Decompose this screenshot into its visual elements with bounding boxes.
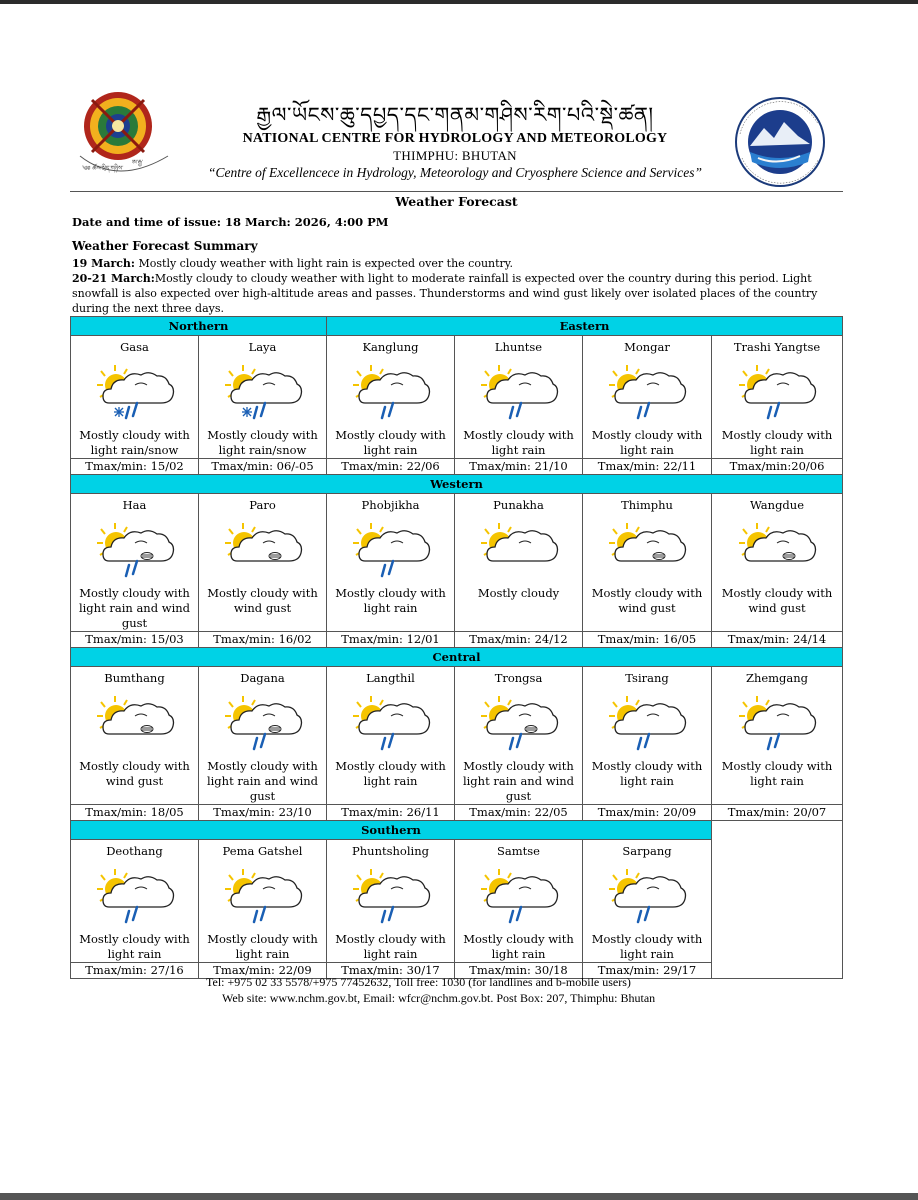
region-header-row <box>71 821 843 840</box>
cloud-rain-wind-icon <box>71 521 198 579</box>
weather-condition: Mostly cloudy with light rain <box>335 428 446 457</box>
temperature-cell: Tmax/min: 20/09 <box>583 805 712 821</box>
district-name: Trashi Yangtse <box>733 340 821 354</box>
district-name: Punakha <box>493 498 544 512</box>
temperature-cell: Tmax/min: 06/-05 <box>199 459 327 475</box>
district-cell <box>712 336 843 459</box>
district-name: Phuntsholing <box>352 844 429 858</box>
temperature-cell: Tmax/min: 21/10 <box>455 459 583 475</box>
weather-condition: Mostly cloudy with light rain <box>591 759 703 788</box>
weather-condition: Mostly cloudy with light rain and wind gust <box>206 759 319 803</box>
district-cell <box>327 840 455 963</box>
temperature-row <box>71 805 843 821</box>
footer <box>120 974 800 1006</box>
district-name: Haa <box>122 498 147 512</box>
temperature-cell: Tmax/min: 23/10 <box>199 805 327 821</box>
district-name: Trongsa <box>494 671 543 685</box>
district-cell <box>455 494 583 632</box>
top-border <box>0 0 918 4</box>
summary-line <box>72 271 842 316</box>
district-cell <box>455 336 583 459</box>
cloud-rain-icon <box>583 694 711 752</box>
weather-condition: Mostly cloudy with light rain/snow <box>79 428 190 457</box>
dzongkha-title: རྒྱལ་ཡོངས་ཆུ་དཔྱད་དང་གནམ་གཤིས་རིག་པའི་སྡེ་ཚན། <box>256 103 654 127</box>
district-name: Phobjikha <box>361 498 420 512</box>
summary-label: 20-21 March: <box>72 272 155 285</box>
district-name: Kanglung <box>362 340 419 354</box>
region-header-row <box>71 317 843 336</box>
temperature-cell: Tmax/min: 15/03 <box>71 632 199 648</box>
cloud-wind-icon <box>199 521 326 579</box>
summary-line <box>72 256 842 271</box>
district-cell <box>327 667 455 805</box>
temperature-cell: Tmax/min:20/06 <box>712 459 843 475</box>
temperature-cell: Tmax/min: 27/16 <box>71 963 199 979</box>
cloud-rain-icon <box>712 363 842 421</box>
svg-text:༄༅ ཆོས་སྲིད་གཉིས་: ༄༅ ཆོས་སྲིད་གཉིས་ <box>82 165 124 172</box>
cloud-rain-icon <box>327 694 454 752</box>
district-cell <box>71 336 199 459</box>
district-row <box>71 336 843 459</box>
district-name: Mongar <box>624 340 670 354</box>
cloud-rain-icon <box>712 694 842 752</box>
temperature-cell: Tmax/min: 29/17 <box>583 963 712 979</box>
district-cell <box>712 494 843 632</box>
temperature-cell: Tmax/min: 30/18 <box>455 963 583 979</box>
region-central: Central <box>71 648 843 667</box>
district-row <box>71 494 843 632</box>
region-header-row <box>71 475 843 494</box>
organization-motto: “Centre of Excellencece in Hydrology, Meteorology and Cryosphere Science and Services” <box>208 165 702 180</box>
cloud-rain-icon <box>199 867 326 925</box>
svg-text:ཨ་རྒྱ་: ཨ་རྒྱ་ <box>132 159 144 166</box>
district-name: Langthil <box>366 671 415 685</box>
temperature-cell: Tmax/min: 22/11 <box>583 459 712 475</box>
district-cell <box>583 840 712 963</box>
forecast-summary <box>72 256 842 316</box>
empty-cell <box>712 821 843 979</box>
cloud-wind-icon <box>583 521 711 579</box>
district-name: Zhemgang <box>745 671 809 685</box>
region-northern: Northern <box>71 317 327 336</box>
weather-condition: Mostly cloudy with light rain <box>463 428 574 457</box>
cloud-wind-icon <box>712 521 842 579</box>
weather-condition: Mostly cloudy with light rain <box>335 932 446 961</box>
district-cell <box>199 667 327 805</box>
district-cell <box>455 667 583 805</box>
temperature-cell: Tmax/min: 16/02 <box>199 632 327 648</box>
district-row <box>71 667 843 805</box>
district-cell <box>455 840 583 963</box>
temperature-cell: Tmax/min: 22/05 <box>455 805 583 821</box>
district-cell <box>71 494 199 632</box>
weather-condition: Mostly cloudy with light rain <box>591 428 703 457</box>
cloud-rain-icon <box>327 363 454 421</box>
district-cell <box>199 336 327 459</box>
district-cell <box>583 667 712 805</box>
bottom-border <box>0 1193 918 1200</box>
weather-condition: Mostly cloudy with light rain <box>79 932 190 961</box>
issue-datetime: Date and time of issue: 18 March: 2026, 4:00 PM <box>72 215 389 229</box>
footer-contact: Tel: +975 02 33 5578/+975 77452632, Toll free: 1030 (for landlines and b-mobile users) <box>206 975 631 989</box>
bhutan-emblem-logo <box>72 86 184 190</box>
weather-condition: Mostly cloudy with light rain <box>721 428 833 457</box>
cloud-rain-icon <box>583 867 711 925</box>
district-cell <box>199 840 327 963</box>
region-eastern: Eastern <box>327 317 843 336</box>
district-name: Gasa <box>120 340 149 354</box>
cloud-rain-icon <box>583 363 711 421</box>
cloud-rain-icon <box>455 363 582 421</box>
weather-condition: Mostly cloudy with wind gust <box>79 759 190 788</box>
temperature-row <box>71 632 843 648</box>
document-title: Weather Forecast <box>395 194 518 209</box>
weather-condition: Mostly cloudy with light rain <box>721 759 833 788</box>
weather-condition: Mostly cloudy with light rain and wind gust <box>78 586 191 630</box>
weather-condition: Mostly cloudy with light rain <box>207 932 318 961</box>
cloud-rain-icon <box>327 521 454 579</box>
weather-condition: Mostly cloudy with light rain/snow <box>207 428 318 457</box>
temperature-cell: Tmax/min: 12/01 <box>327 632 455 648</box>
district-name: Samtse <box>497 844 540 858</box>
cloud-snow-icon <box>71 363 198 421</box>
district-name: Wangdue <box>749 498 805 512</box>
cloud-rain-wind-icon <box>199 694 326 752</box>
district-name: Bumthang <box>104 671 165 685</box>
district-name: Thimphu <box>621 498 673 512</box>
weather-condition: Mostly cloudy with wind gust <box>207 586 318 615</box>
district-name: Sarpang <box>622 844 672 858</box>
cloud-wind-icon <box>71 694 198 752</box>
summary-title: Weather Forecast Summary <box>72 239 258 253</box>
temperature-cell: Tmax/min: 24/12 <box>455 632 583 648</box>
cloud-icon <box>455 521 582 579</box>
temperature-cell: Tmax/min: 20/07 <box>712 805 843 821</box>
weather-condition: Mostly cloudy with light rain <box>591 932 703 961</box>
district-name: Paro <box>249 498 276 512</box>
district-cell <box>583 336 712 459</box>
cloud-snow-icon <box>199 363 326 421</box>
summary-label: 19 March: <box>72 257 135 270</box>
temperature-cell: Tmax/min: 18/05 <box>71 805 199 821</box>
district-name: Tsirang <box>625 671 669 685</box>
cloud-rain-wind-icon <box>455 694 582 752</box>
weather-condition: Mostly cloudy <box>477 586 560 600</box>
temperature-cell: Tmax/min: 16/05 <box>583 632 712 648</box>
cloud-rain-icon <box>327 867 454 925</box>
temperature-row <box>71 459 843 475</box>
organization-title: NATIONAL CENTRE FOR HYDROLOGY AND METEOROLOGY <box>242 131 668 146</box>
cloud-rain-icon <box>71 867 198 925</box>
district-cell <box>71 840 199 963</box>
temperature-cell: Tmax/min: 22/09 <box>199 963 327 979</box>
header-divider <box>70 191 843 192</box>
region-southern: Southern <box>71 821 712 840</box>
district-cell <box>199 494 327 632</box>
district-cell <box>583 494 712 632</box>
weather-condition: Mostly cloudy with light rain <box>335 586 446 615</box>
district-name: Lhuntse <box>494 340 543 354</box>
weather-condition: Mostly cloudy with light rain <box>335 759 446 788</box>
footer-website: Web site: www.nchm.gov.bt, Email: wfcr@nchm.gov.bt. Post Box: 207, Thimphu: Bhutan <box>222 991 656 1005</box>
weather-condition: Mostly cloudy with wind gust <box>591 586 703 615</box>
organization-location: THIMPHU: BHUTAN <box>393 148 517 163</box>
temperature-cell: Tmax/min: 24/14 <box>712 632 843 648</box>
district-cell <box>327 336 455 459</box>
district-name: Pema Gatshel <box>222 844 303 858</box>
temperature-cell: Tmax/min: 15/02 <box>71 459 199 475</box>
temperature-cell: Tmax/min: 22/06 <box>327 459 455 475</box>
district-name: Laya <box>248 340 277 354</box>
district-cell <box>71 667 199 805</box>
cloud-rain-icon <box>455 867 582 925</box>
district-cell <box>712 667 843 805</box>
nchm-logo <box>728 94 832 190</box>
region-western: Western <box>71 475 843 494</box>
summary-text: Mostly cloudy weather with light rain is expected over the country. <box>135 257 514 270</box>
header <box>190 100 720 182</box>
forecast-table <box>70 316 843 979</box>
region-header-row <box>71 648 843 667</box>
district-name: Dagana <box>240 671 285 685</box>
summary-text: Mostly cloudy to cloudy weather with light to moderate rainfall is expected over the country during this period. Light snowfall is also expected over high-altitude areas and passes. Thunderstorms and wind gust likely over isolated places of the country during the next three days. <box>72 272 818 315</box>
temperature-cell: Tmax/min: 26/11 <box>327 805 455 821</box>
temperature-cell: Tmax/min: 30/17 <box>327 963 455 979</box>
district-name: Deothang <box>106 844 163 858</box>
weather-condition: Mostly cloudy with wind gust <box>721 586 833 615</box>
district-cell <box>327 494 455 632</box>
weather-condition: Mostly cloudy with light rain <box>463 932 574 961</box>
weather-condition: Mostly cloudy with light rain and wind gust <box>462 759 575 803</box>
